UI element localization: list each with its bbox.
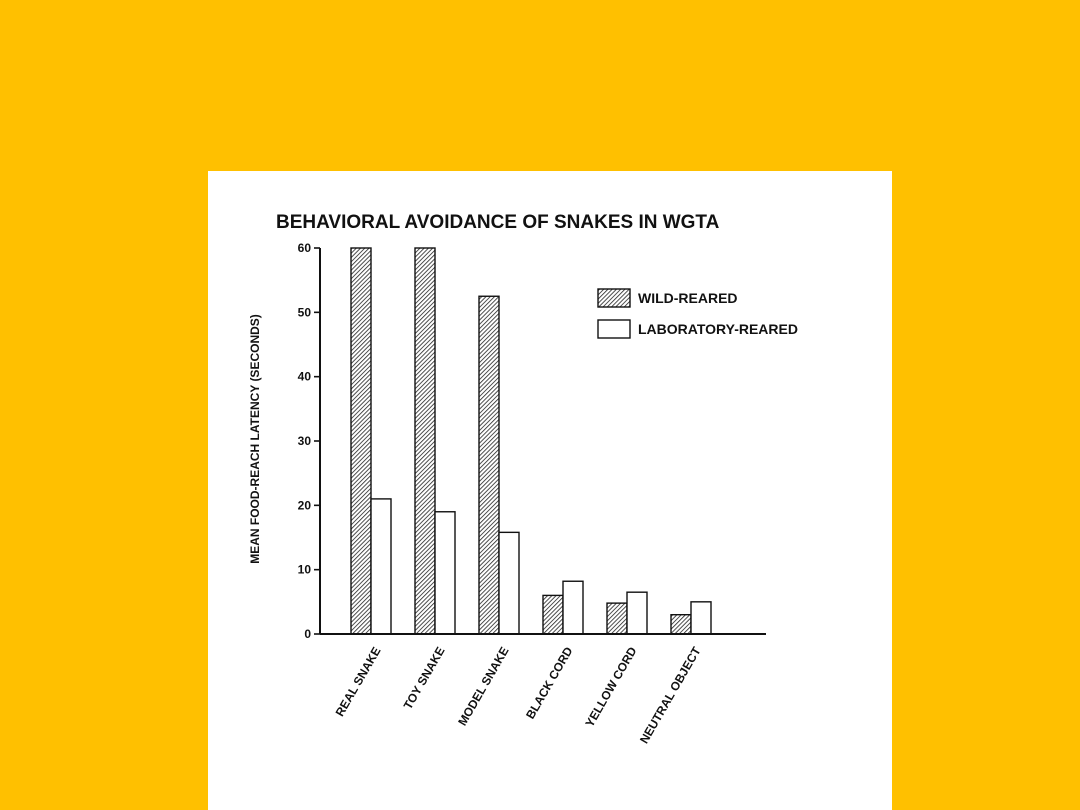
legend-label: WILD-REARED <box>638 290 738 306</box>
bar-wild-reared <box>671 615 691 634</box>
y-tick-label: 0 <box>304 627 311 641</box>
x-tick-label: MODEL SNAKE <box>455 644 512 729</box>
legend-swatch <box>598 320 630 338</box>
x-tick-label: REAL SNAKE <box>332 644 384 719</box>
bar-laboratory-reared <box>627 592 647 634</box>
x-tick-label: NEUTRAL OBJECT <box>636 644 704 747</box>
bar-wild-reared <box>415 248 435 634</box>
y-tick-label: 20 <box>297 498 311 513</box>
bar-laboratory-reared <box>691 602 711 634</box>
chart-title: BEHAVIORAL AVOIDANCE OF SNAKES IN WGTA <box>276 212 720 233</box>
bar-laboratory-reared <box>371 499 391 634</box>
x-tick-label: YELLOW CORD <box>582 644 640 730</box>
x-axis <box>320 634 766 746</box>
y-tick-label: 30 <box>297 434 311 448</box>
y-axis-label: MEAN FOOD-REACH LATENCY (SECONDS) <box>248 314 262 564</box>
y-tick-label: 60 <box>297 241 311 255</box>
bar-laboratory-reared <box>435 512 455 634</box>
y-tick-label: 50 <box>297 305 311 320</box>
x-tick-label: BLACK CORD <box>523 644 576 722</box>
legend-label: LABORATORY-REARED <box>638 321 798 337</box>
bar-wild-reared <box>351 248 371 634</box>
bar-laboratory-reared <box>563 581 583 634</box>
bar-wild-reared <box>607 603 627 634</box>
bar-wild-reared <box>543 595 563 634</box>
x-tick-label: TOY SNAKE <box>400 644 448 712</box>
y-axis <box>298 241 320 641</box>
y-tick-label: 40 <box>297 369 311 384</box>
legend <box>598 289 798 338</box>
bar-wild-reared <box>479 296 499 634</box>
legend-swatch <box>598 289 630 307</box>
bar-laboratory-reared <box>499 532 519 634</box>
figure-panel <box>208 171 892 810</box>
bar-chart <box>208 171 892 810</box>
y-tick-label: 10 <box>297 562 311 577</box>
